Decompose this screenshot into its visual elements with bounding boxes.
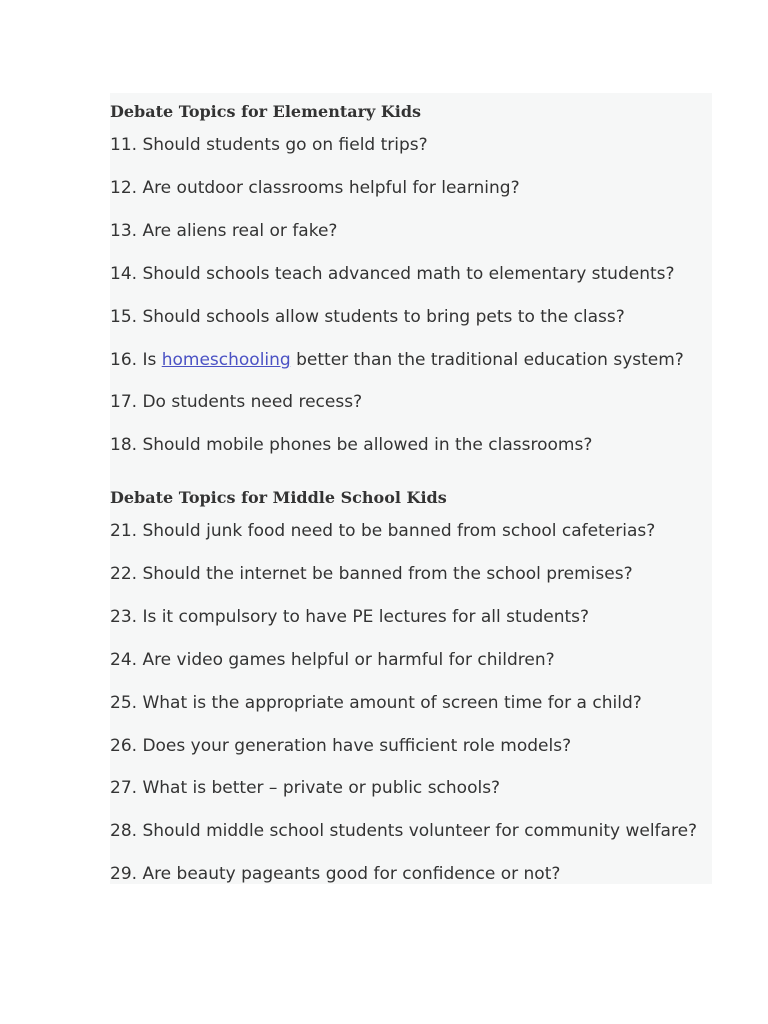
list-item: 26. Does your generation have sufficient role models?: [110, 736, 572, 756]
list-item: 21. Should junk food need to be banned from school cafeterias?: [110, 521, 656, 541]
list-item: 17. Do students need recess?: [110, 392, 363, 412]
list-item: [110, 349, 684, 371]
list-item-prefix: 16. Is: [110, 350, 162, 370]
list-item: 25. What is the appropriate amount of screen time for a child?: [110, 693, 642, 713]
section-heading-elementary: Debate Topics for Elementary Kids: [110, 102, 422, 121]
list-item: 14. Should schools teach advanced math to elementary students?: [110, 264, 675, 284]
list-item: 24. Are video games helpful or harmful for children?: [110, 650, 555, 670]
list-item: 23. Is it compulsory to have PE lectures for all students?: [110, 607, 590, 627]
list-item: 12. Are outdoor classrooms helpful for learning?: [110, 178, 520, 198]
list-item: 22. Should the internet be banned from the school premises?: [110, 564, 633, 584]
list-item: 18. Should mobile phones be allowed in the classrooms?: [110, 435, 593, 455]
list-item: 29. Are beauty pageants good for confidence or not?: [110, 864, 561, 884]
section-heading-middle-school: Debate Topics for Middle School Kids: [110, 488, 447, 507]
homeschooling-link[interactable]: homeschooling: [161, 350, 291, 370]
list-item: 13. Are aliens real or fake?: [110, 221, 338, 241]
list-item: 11. Should students go on field trips?: [110, 135, 428, 155]
list-item-suffix: better than the traditional education system?: [290, 350, 684, 370]
list-item: 28. Should middle school students volunteer for community welfare?: [110, 821, 698, 841]
list-item: 15. Should schools allow students to bring pets to the class?: [110, 307, 625, 327]
list-item: 27. What is better – private or public schools?: [110, 778, 501, 798]
